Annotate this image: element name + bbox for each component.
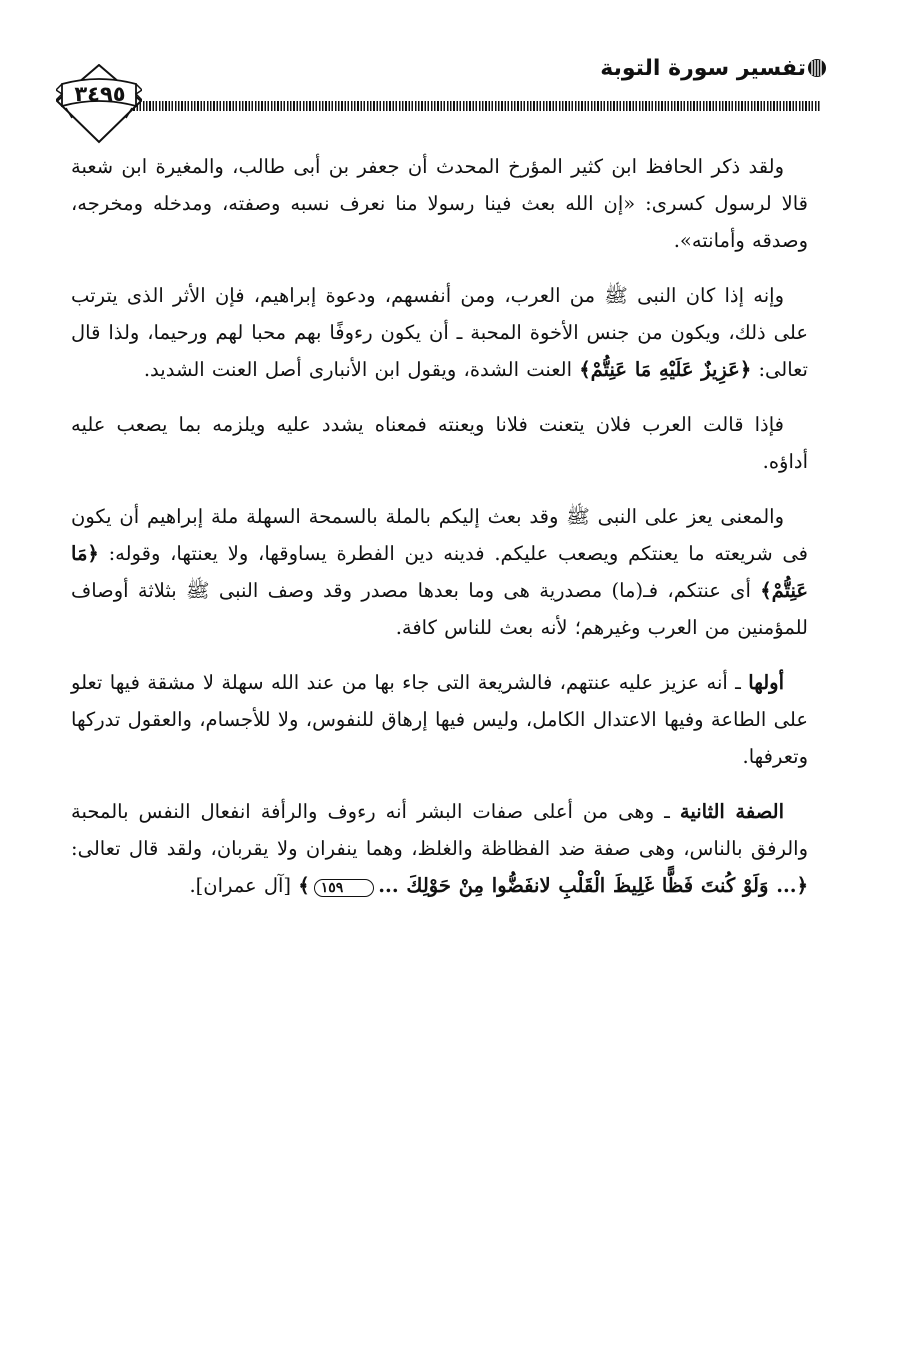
paragraph [71, 498, 808, 646]
paragraph [71, 793, 808, 904]
paragraph [71, 664, 808, 775]
header-rule [130, 101, 820, 111]
quran-verse: ﴿عَزِيزٌ عَلَيْهِ مَا عَنِتُّمْ﴾ [579, 358, 752, 381]
page-number: ٣٤٩٥ [74, 82, 126, 106]
paragraph-text: أى عنتكم، فـ(ما) مصدرية هى وما بعدها مصدر وقد وصف النبى ﷺ بثلاثة أوصاف للمؤمنين من العرب وغيرهم؛ لأنه بعث للناس كافة. [71, 579, 808, 639]
quran-verse: ﴿... وَلَوْ كُنتَ فَظًّا غَلِيظَ الْقَلْبِ لانفَضُّوا مِنْ حَوْلِكَ ... [378, 874, 808, 897]
body-text [71, 148, 808, 922]
paragraph-text: ولقد ذكر الحافظ ابن كثير المؤرخ المحدث أن جعفر بن أبى طالب، والمغيرة ابن شعبة قالا لرسول كسرى: «إن الله بعث فينا رسولا منا نعرف نسبه وصفته، ومدخله ومخرجه، وصدقه وأمانته». [71, 155, 808, 252]
paragraph-text: والمعنى يعز على النبى ﷺ وقد بعث إليكم بالملة بالسمحة السهلة ملة إبراهيم أن يكون فى شريعته ما يعنتكم ويصعب عليكم. فدينه دين الفطرة يساوقها، ولا يعنتها، وقوله: [71, 505, 808, 565]
paragraph-text: فإذا قالت العرب فلان يتعنت فلانا ويعنته فمعناه يشدد عليه ويلزمه بما يصعب عليه أداؤه. [71, 413, 808, 473]
paragraph-lead: أولها [748, 671, 784, 694]
verse-close: ﴾ [298, 874, 310, 897]
paragraph [71, 277, 808, 388]
paragraph-text: العنت الشدة، ويقول ابن الأنبارى أصل العنت الشديد. [143, 358, 580, 381]
paragraph-text: وإنه إذا كان النبى ﷺ من العرب، ومن أنفسهم، ودعوة إبراهيم، فإن الأثر الذى يترتب على ذلك، ويكون من جنس الأخوة المحبة ـ أن يكون رءوفًا بهم محبا لهم ورحيما، ولذا قال تعالى: [71, 284, 808, 381]
paragraph-text: ـ وهى من أعلى صفات البشر أنه رءوف والرأفة انفعال النفس بالمحبة والرفق بالناس، وهى صفة ضد الفظاظة والغلظ، وهما ينفران ولا يقربان، ولقد قال تعالى: [71, 800, 808, 860]
quran-verse: ﴿مَا عَنِتُّمْ﴾ [71, 542, 808, 602]
paragraph-text: ـ أنه عزيز عليه عنتهم، فالشريعة التى جاء بها من عند الله سهلة لا مشقة فيها تعلو على الطاعة وفيها الاعتدال الكامل، وليس فيها إرهاق للنفوس، ولا للأجسام، والعقول تدركها وتعرفها. [71, 671, 808, 768]
paragraph-text: [آل عمران]. [189, 874, 299, 897]
ornament-icon [806, 57, 828, 79]
paragraph-lead: الصفة الثانية [679, 800, 785, 823]
paragraph [71, 406, 808, 480]
verse-number: ١٥٩ [314, 879, 375, 897]
chapter-title: تفسير سورة التوبة [600, 56, 806, 81]
paragraph [71, 148, 808, 259]
